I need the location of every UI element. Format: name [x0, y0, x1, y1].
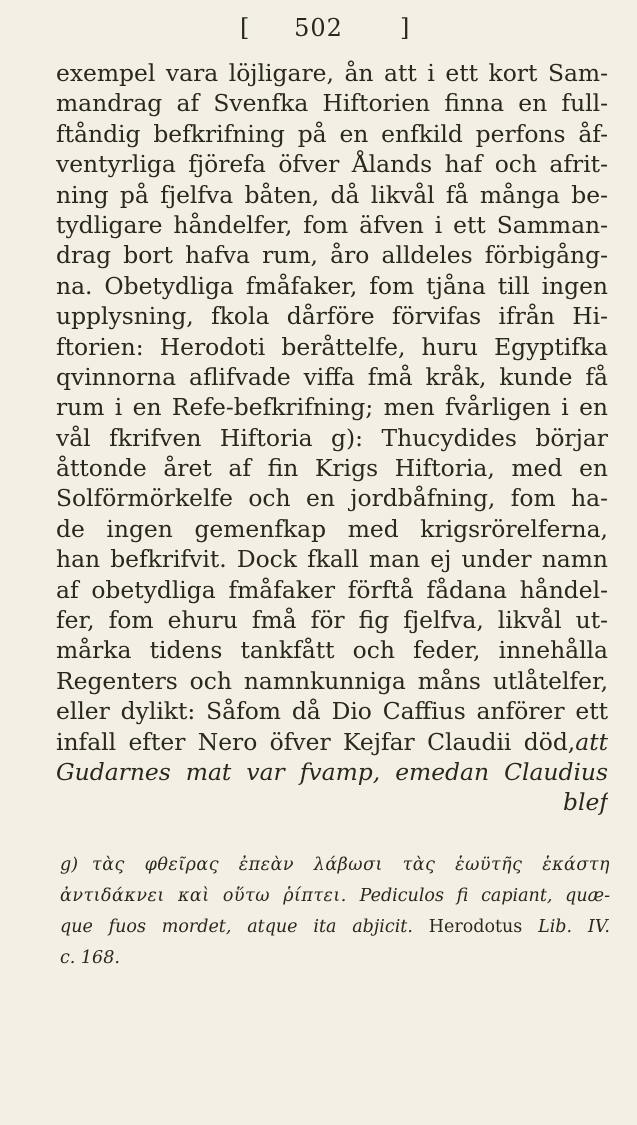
text-line: ning på fjelfva båten, då likvål få många be-: [56, 180, 608, 209]
footnote-latin: Pediculos fi capiant, quæ-: [359, 886, 610, 906]
text-line-italic: Gudarnes mat var fvamp, emedan Claudius: [56, 757, 608, 786]
text-line: åttonde året af fin Krigs Hiftoria, med en: [56, 454, 608, 483]
text-line: Regenters och namnkunniga måns utlåtelfer,: [56, 666, 608, 695]
text-line: qvinnorna aflifvade viffa fmå kråk, kunde få: [56, 362, 608, 391]
footnote-line: [60, 943, 610, 974]
footnote-marker: g): [60, 855, 79, 875]
footnote-greek: ἀντιδάκνει καὶ οὕτω ῥίπτει.: [60, 886, 347, 906]
text-line: mårka tidens tankfått och feder, innehålla: [56, 636, 608, 665]
footnote-line: [60, 912, 610, 943]
text-line: tydligare håndelfer, fom äfven i ett Samman-: [56, 210, 608, 239]
footnote-line: [60, 850, 610, 881]
footnote-greek: τὰς φθεῖρας ἐπεὰν λάβωσι τὰς ἑωϋτῆς ἑκάστη: [92, 855, 610, 875]
text-line: rum i en Refe-befkrifning; men fvårligen i en: [56, 393, 608, 422]
page-header: [0, 14, 637, 42]
body-text: [56, 58, 608, 818]
text-line: af obetydliga fmåfaker förftå fådana håndel-: [56, 575, 608, 604]
footnote-reference: Lib. IV.: [538, 917, 610, 937]
footnote-line: [60, 881, 610, 912]
text-line: vål fkrifven Hiftoria g): Thucydides börjar: [56, 423, 608, 452]
header-bracket-right: ]: [400, 14, 411, 42]
text-line-roman-part: infall efter Nero öfver Kejfar Claudii död,: [56, 727, 576, 756]
text-line-with-italic: [56, 727, 608, 757]
text-line: ftåndig befkrifning på en enfkild perfons åf-: [56, 119, 608, 148]
text-line: de ingen gemenfkap med krigsrörelferna,: [56, 514, 608, 543]
footnote: [60, 850, 610, 974]
catchword: blef: [563, 788, 608, 817]
text-line: mandrag af Svenfka Hiftorien finna en full-: [56, 89, 608, 118]
footnote-reference: c. 168.: [60, 948, 120, 968]
text-line: fer, fom ehuru fmå för fig fjelfva, likvål ut-: [56, 606, 608, 635]
text-line: drag bort hafva rum, åro alldeles förbigång-: [56, 241, 608, 270]
text-line: ftorien: Herodoti beråttelfe, huru Egyptifka: [56, 332, 608, 361]
text-line: na. Obetydliga fmåfaker, fom tjåna till ingen: [56, 271, 608, 300]
text-line: exempel vara löjligare, ån att i ett kort Sam-: [56, 59, 608, 87]
header-bracket-left: [: [240, 14, 251, 42]
footnote-latin: que fuos mordet, atque ita abjicit.: [60, 917, 413, 937]
footnote-author: Herodotus: [428, 917, 523, 937]
page-number: 502: [294, 14, 343, 42]
text-line: Solförmörkelfe och en jordbåfning, fom ha-: [56, 484, 608, 513]
text-line: eller dylikt: Såfom då Dio Caffius anförer ett: [56, 697, 608, 726]
text-line: han befkrifvit. Dock fkall man ej under namn: [56, 545, 608, 574]
text-line: ventyrliga fjörefa öfver Ålands haf och afrit-: [56, 150, 608, 179]
text-line-italic-part: att: [575, 727, 608, 756]
text-line: upplysning, fkola dårföre förvifas ifrån Hi-: [56, 302, 608, 331]
